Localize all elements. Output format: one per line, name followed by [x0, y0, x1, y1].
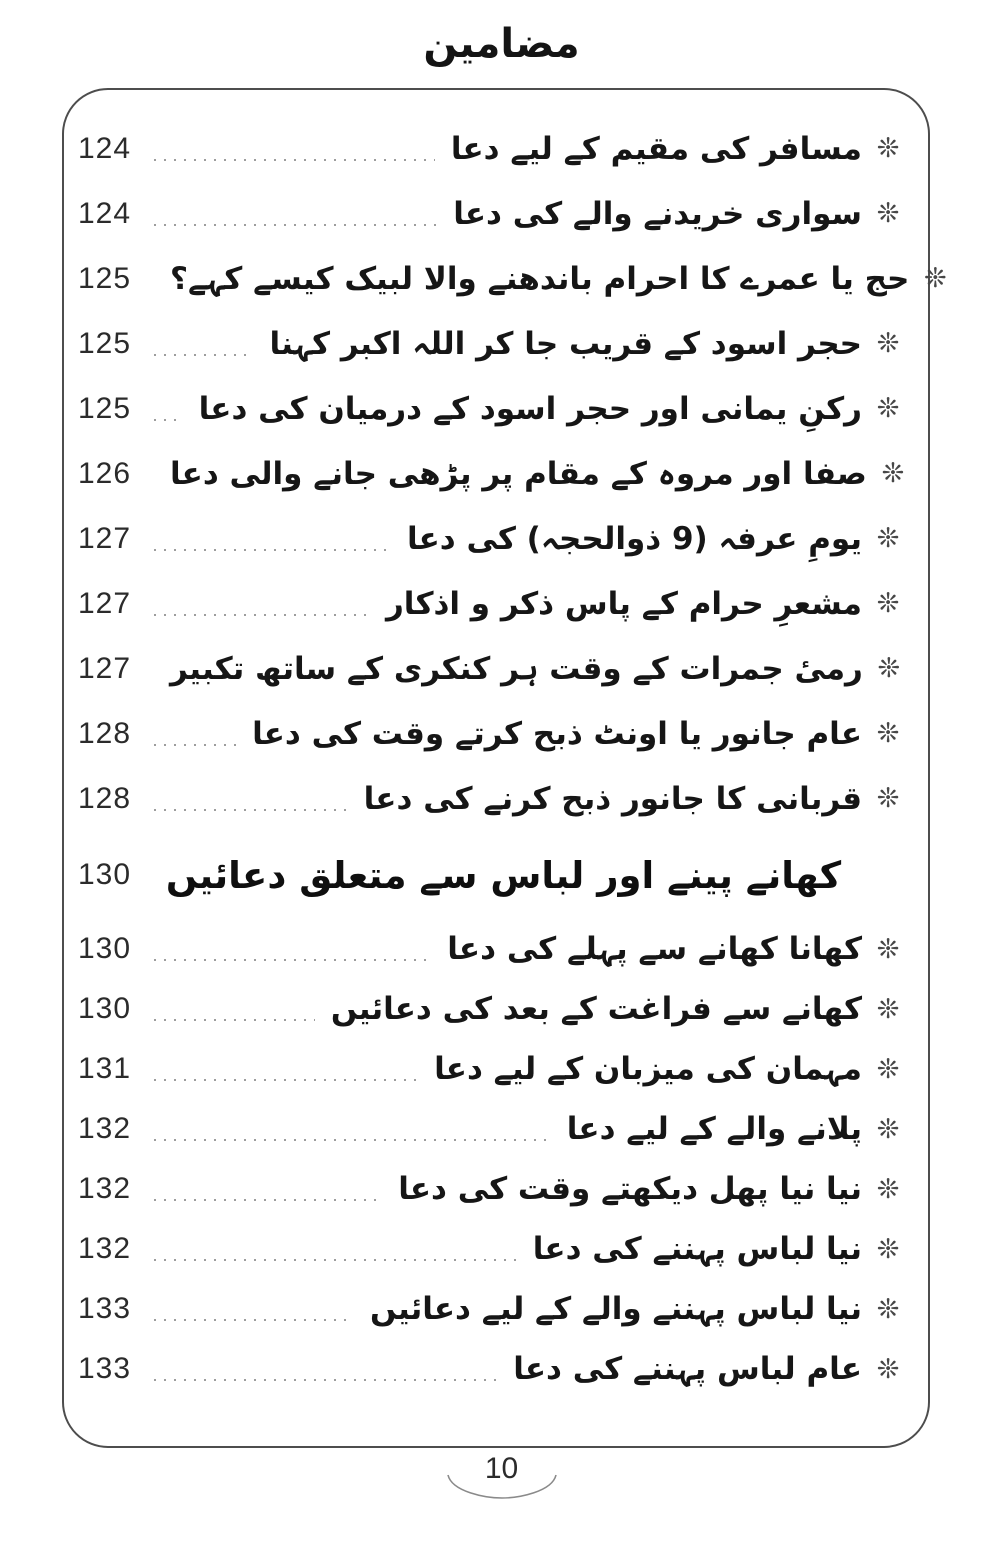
toc-entry-row — [64, 636, 928, 701]
toc-entry-title: نیا نیا پھل دیکھتے وقت کی دعا — [398, 1171, 862, 1207]
snowflake-ornament-icon: ❊ — [876, 1053, 900, 1085]
dotted-leader — [154, 1379, 497, 1381]
toc-entry-title: مہمان کی میزبان کے لیے دعا — [434, 1051, 862, 1087]
dotted-leader — [154, 224, 437, 226]
toc-entry-title: عام جانور یا اونٹ ذبح کرتے وقت کی دعا — [252, 715, 862, 752]
snowflake-ornament-icon: ❊ — [876, 328, 900, 359]
snowflake-ornament-icon: ❊ — [876, 1233, 900, 1265]
toc-section-row — [64, 831, 928, 919]
page-header — [0, 0, 1003, 88]
toc-entry-row — [64, 506, 928, 571]
snowflake-ornament-icon: ❊ — [876, 133, 900, 164]
toc-page-number: 130 — [78, 932, 132, 965]
dotted-leader — [154, 354, 254, 356]
toc-page-number: 128 — [78, 781, 132, 815]
snowflake-ornament-icon: ❊ — [876, 588, 900, 619]
toc-page-number: 127 — [78, 586, 132, 620]
toc-page-number: 125 — [78, 391, 132, 425]
toc-page-number: 124 — [78, 196, 132, 230]
toc-entry-title: قربانی کا جانور ذبح کرنے کی دعا — [363, 780, 862, 817]
toc-entry-title: حجر اسود کے قریب جا کر اللہ اکبر کہنا — [269, 325, 862, 362]
snowflake-ornament-icon: ❊ — [876, 993, 900, 1025]
dotted-leader — [154, 1319, 354, 1321]
toc-entry-row — [64, 1099, 928, 1159]
toc-entry-title: رمیٔ جمرات کے وقت ہر کنکری کے ساتھ تکبیر — [170, 650, 863, 687]
toc-entry-row — [64, 311, 928, 376]
toc-entry-row — [64, 1219, 928, 1279]
toc-entry-row — [64, 571, 928, 636]
toc-entry-title: مشعرِ حرام کے پاس ذکر و اذکار — [385, 585, 862, 622]
dotted-leader — [154, 809, 348, 811]
toc-entry-row — [64, 1279, 928, 1339]
toc-entry-title: نیا لباس پہننے کی دعا — [532, 1231, 862, 1267]
snowflake-ornament-icon: ❊ — [877, 653, 901, 684]
snowflake-ornament-icon: ❊ — [876, 198, 900, 229]
toc-entry-row — [64, 919, 928, 979]
snowflake-ornament-icon: ❊ — [876, 523, 900, 554]
toc-list — [62, 88, 947, 1448]
page-footer — [0, 1452, 1003, 1500]
snowflake-ornament-icon: ❊ — [881, 458, 905, 489]
toc-entry-title: پلانے والے کے لیے دعا — [566, 1111, 862, 1147]
toc-page-number: 132 — [78, 1112, 132, 1145]
dotted-leader — [154, 1259, 517, 1261]
toc-page-number: 124 — [78, 131, 132, 165]
toc-entry-row — [64, 979, 928, 1039]
toc-page-number: 125 — [78, 326, 132, 360]
dotted-leader — [154, 1199, 382, 1201]
toc-entry-row — [64, 1039, 928, 1099]
page-title: مضامین — [423, 21, 580, 67]
toc-page-number: 132 — [78, 1232, 132, 1265]
snowflake-ornament-icon: ❊ — [876, 393, 900, 424]
toc-page-number: 133 — [78, 1292, 132, 1325]
toc-page-number: 128 — [78, 716, 132, 750]
toc-entry-title: کھانا کھانے سے پہلے کی دعا — [447, 931, 862, 967]
toc-entry-title: رکنِ یمانی اور حجر اسود کے درمیان کی دعا — [198, 390, 862, 427]
toc-page-number: 126 — [78, 456, 132, 490]
snowflake-ornament-icon: ❊ — [876, 1353, 900, 1385]
snowflake-ornament-icon: ❊ — [876, 1113, 900, 1145]
dotted-leader — [154, 1079, 418, 1081]
toc-entry-title: صفا اور مروہ کے مقام پر پڑھی جانے والی دعا — [170, 455, 867, 492]
toc-page-number: 127 — [78, 521, 132, 555]
dotted-leader — [154, 549, 391, 551]
toc-entry-row — [64, 246, 947, 311]
dotted-leader — [154, 419, 183, 421]
dotted-leader — [154, 614, 370, 616]
toc-entry-row — [64, 376, 928, 441]
toc-page-number: 130 — [78, 858, 132, 891]
snowflake-ornament-icon: ❊ — [876, 1173, 900, 1205]
toc-page-number: 132 — [78, 1172, 132, 1205]
toc-entry-row — [64, 116, 928, 181]
toc-entry-title: عام لباس پہننے کی دعا — [513, 1351, 862, 1387]
toc-entry-title: کھانے سے فراغت کے بعد کی دعائیں — [330, 991, 862, 1027]
dotted-leader — [154, 1139, 551, 1141]
toc-page-number: 125 — [78, 261, 132, 295]
toc-entry-row — [64, 181, 928, 246]
dotted-leader — [154, 959, 431, 961]
toc-entry-row — [64, 1159, 928, 1219]
toc-section-title: کھانے پینے اور لباس سے متعلق دعائیں — [165, 853, 842, 897]
toc-entry-row — [64, 1339, 928, 1399]
snowflake-ornament-icon: ❊ — [876, 1293, 900, 1325]
snowflake-ornament-icon: ❊ — [876, 933, 900, 965]
toc-entry-title: سواری خریدنے والے کی دعا — [453, 195, 862, 232]
toc-entry-row — [64, 701, 928, 766]
snowflake-ornament-icon: ❊ — [876, 783, 900, 814]
dotted-leader — [154, 744, 236, 746]
toc-entry-row — [64, 441, 928, 506]
toc-page-number: 131 — [78, 1052, 132, 1085]
snowflake-ornament-icon: ❊ — [924, 263, 947, 294]
dotted-leader — [154, 1019, 315, 1021]
toc-page-number: 130 — [78, 992, 132, 1025]
footer-page-number: 10 — [484, 1452, 519, 1485]
toc-entry-title: مسافر کی مقیم کے لیے دعا — [450, 130, 862, 167]
toc-page-number: 133 — [78, 1352, 132, 1385]
toc-entry-title: حج یا عمرے کا احرام باندھنے والا لبیک کیسے کہے؟ — [170, 260, 910, 297]
toc-entry-title: یومِ عرفہ (9 ذوالحجہ) کی دعا — [406, 520, 862, 557]
dotted-leader — [154, 159, 435, 161]
snowflake-ornament-icon: ❊ — [876, 718, 900, 749]
toc-entry-row — [64, 766, 928, 831]
toc-entry-title: نیا لباس پہننے والے کے لیے دعائیں — [370, 1291, 862, 1327]
toc-page-number: 127 — [78, 651, 132, 685]
